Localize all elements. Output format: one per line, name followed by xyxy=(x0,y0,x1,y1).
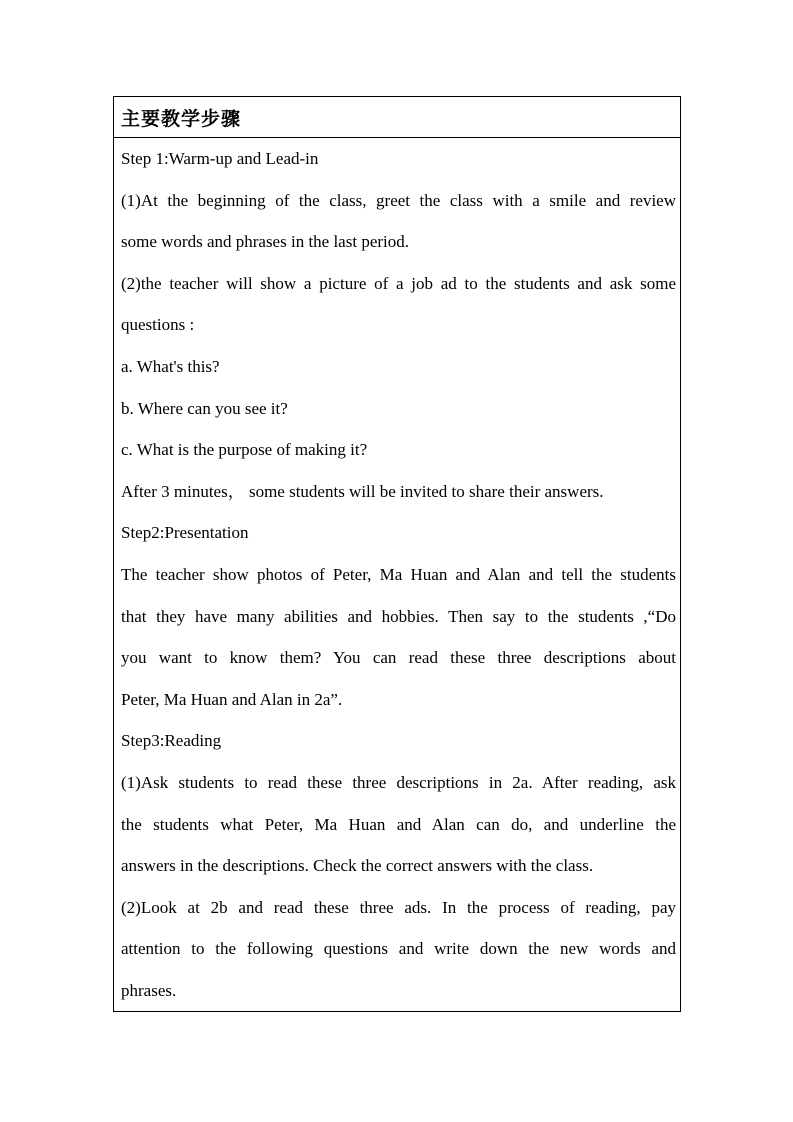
text-line: the students what Peter, Ma Huan and Alan can do, and underline the xyxy=(121,814,676,834)
text-line: phrases. xyxy=(121,980,177,1000)
text-line: that they have many abilities and hobbies. Then say to the students ,“Do xyxy=(121,606,676,626)
step3-heading: Step3:Reading xyxy=(121,731,222,751)
text-line: some words and phrases in the last period. xyxy=(121,232,409,252)
text-line: Peter, Ma Huan and Alan in 2a”. xyxy=(121,689,343,709)
question-item: c. What is the purpose of making it? xyxy=(121,440,368,460)
question-item: a. What's this? xyxy=(121,356,220,376)
step2-heading: Step2:Presentation xyxy=(121,523,249,543)
text-line: (2)the teacher will show a picture of a job ad to the students and ask some xyxy=(121,273,676,293)
step1-heading: Step 1:Warm-up and Lead-in xyxy=(121,149,319,168)
text-line: you want to know them? You can read these three descriptions about xyxy=(121,648,676,668)
question-item: b. Where can you see it? xyxy=(121,398,288,418)
text-line: (1)At the beginning of the class, greet the class with a smile and review xyxy=(121,190,676,210)
text-line: answers in the descriptions. Check the correct answers with the class. xyxy=(121,856,594,876)
text-line: After 3 minutes， some students will be invited to share their answers. xyxy=(121,481,604,501)
table-header: 主要教学步骤 xyxy=(114,97,680,138)
text-line: The teacher show photos of Peter, Ma Huan and Alan and tell the students xyxy=(121,564,676,584)
teaching-steps-table xyxy=(113,96,681,1012)
text-line: attention to the following questions and write down the new words and xyxy=(121,939,676,959)
table-body-cell xyxy=(114,138,680,1011)
text-line: (2)Look at 2b and read these three ads. In the process of reading, pay xyxy=(121,897,676,917)
text-line: questions : xyxy=(121,315,195,335)
text-line: (1)Ask students to read these three descriptions in 2a. After reading, ask xyxy=(121,772,676,792)
